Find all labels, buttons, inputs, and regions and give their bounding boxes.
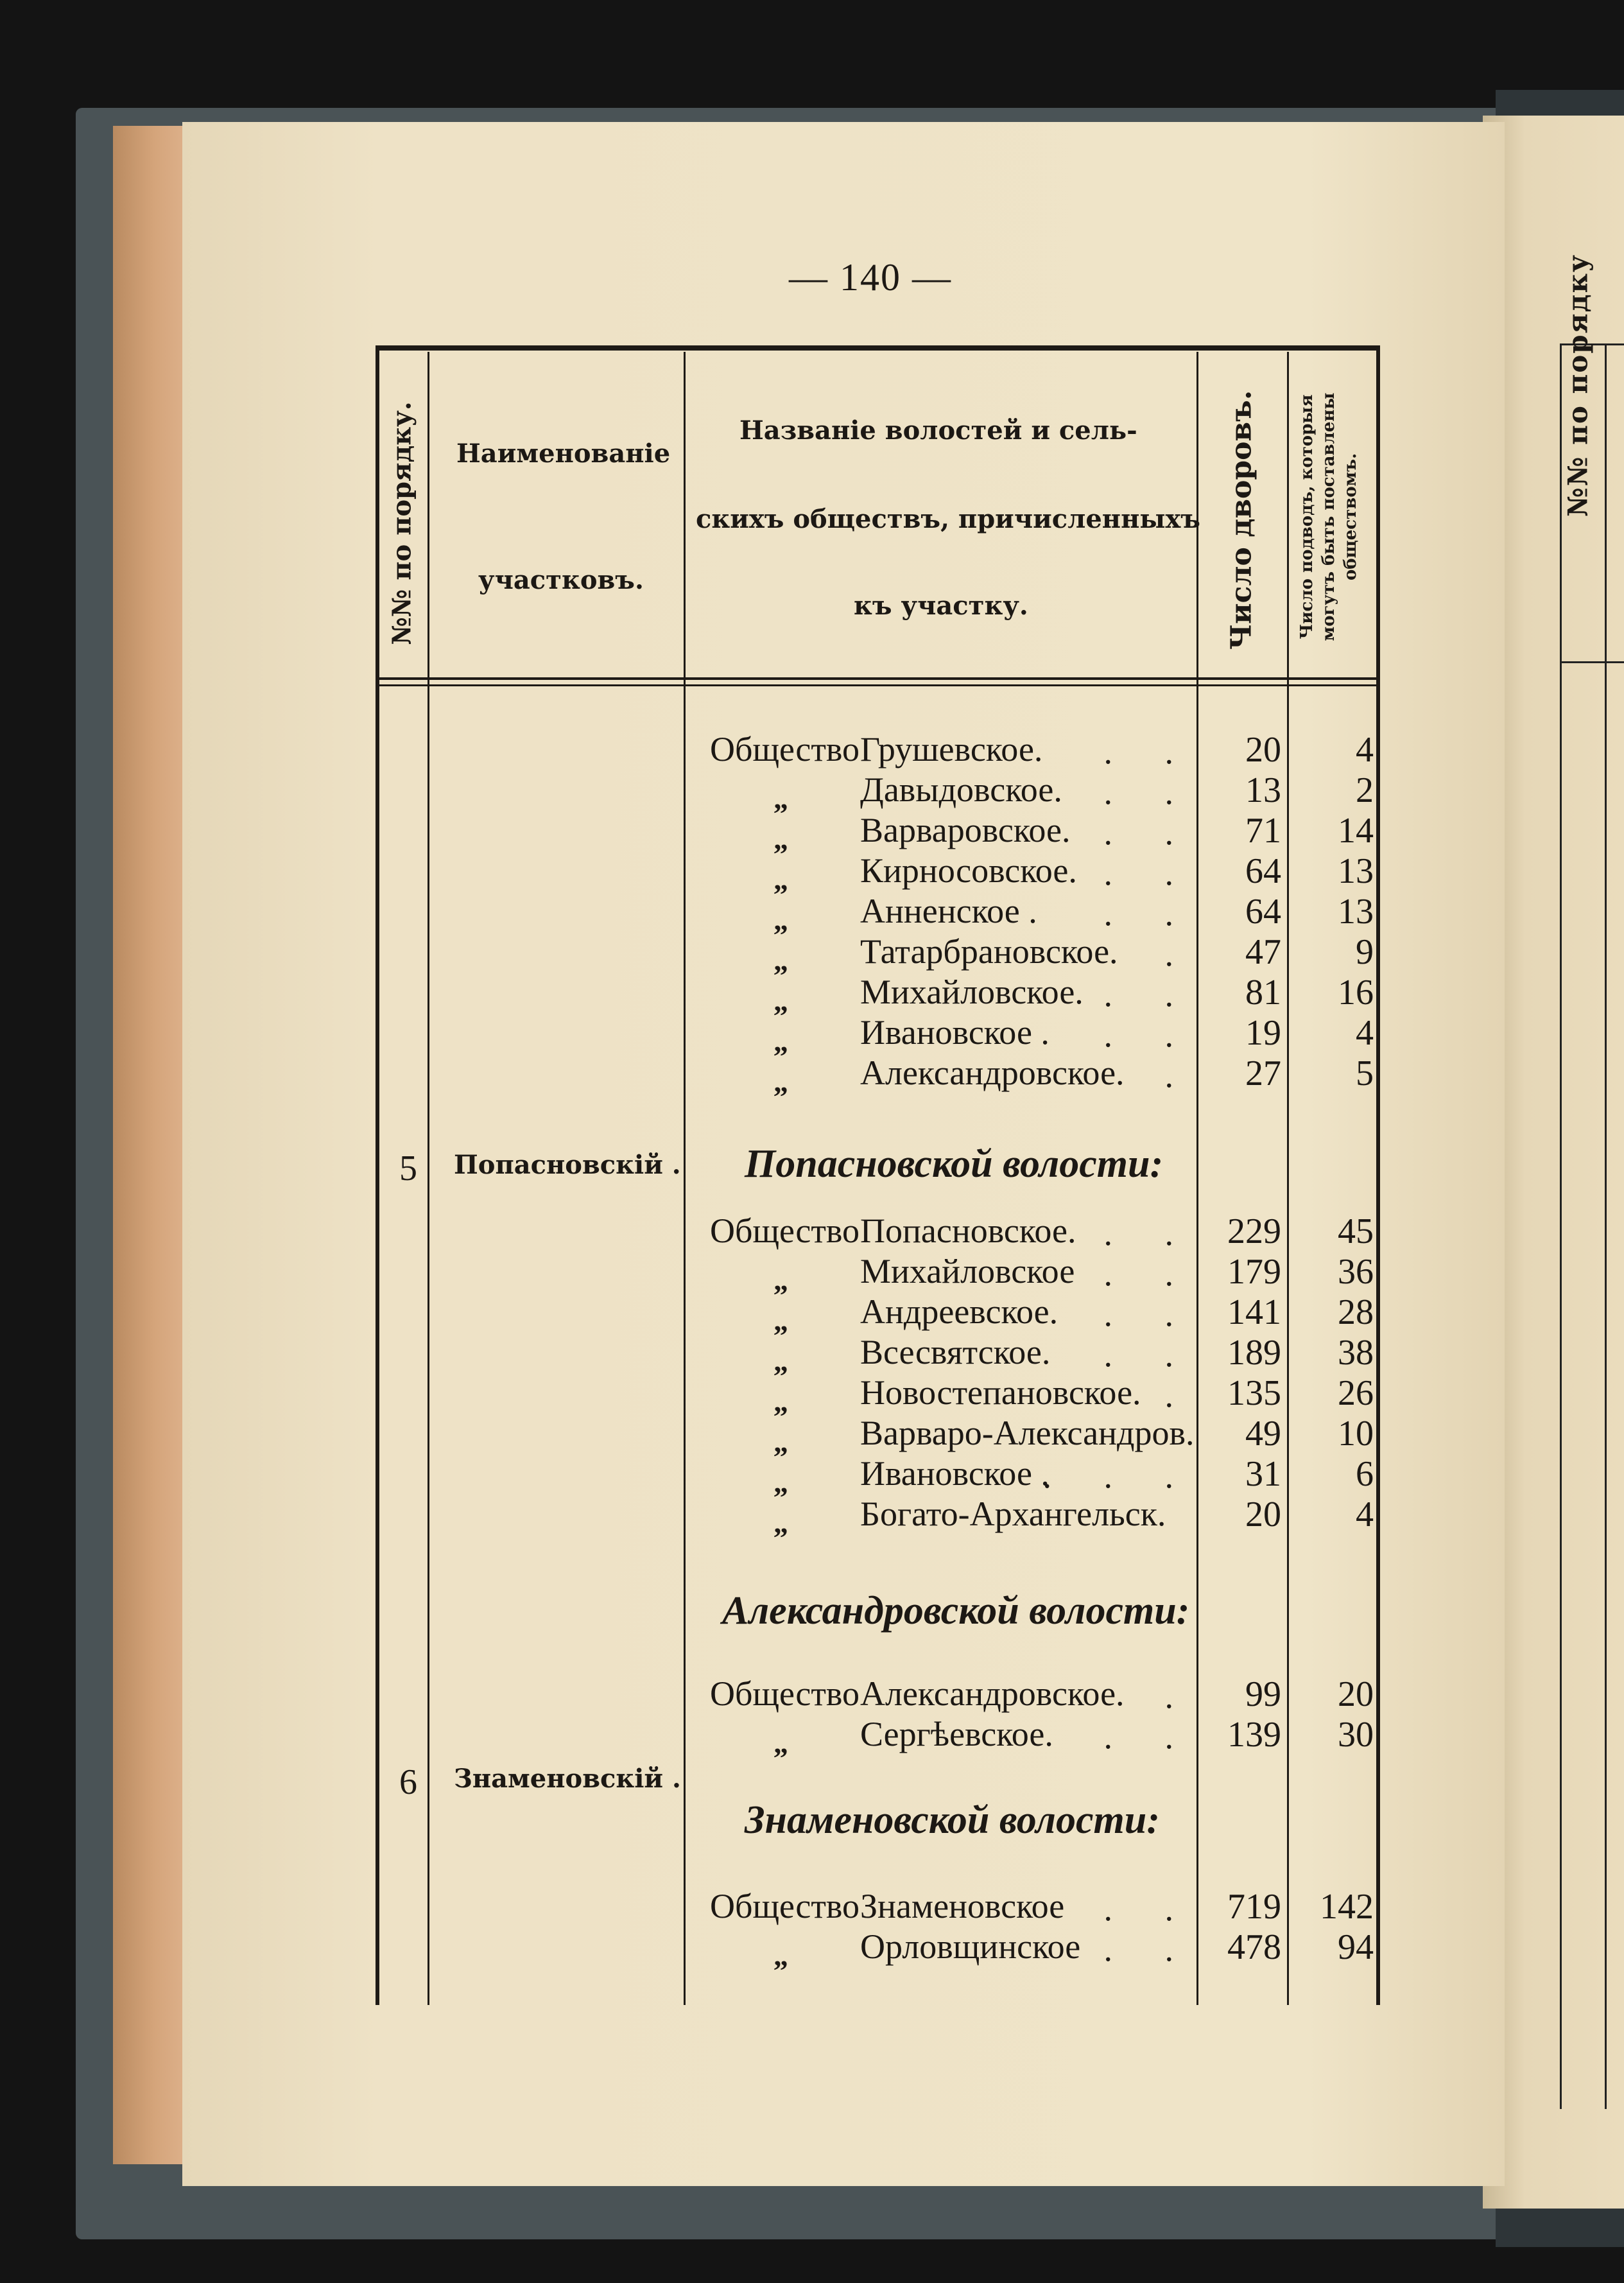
- row-leader-dots: . .: [1103, 1254, 1195, 1293]
- row-dvory: 20: [1245, 1495, 1281, 1534]
- row-podvody: 30: [1338, 1715, 1374, 1755]
- row-name: Знаменовское: [860, 1887, 1065, 1925]
- row-prefix: „: [773, 1726, 788, 1759]
- volost-heading: Попасновской волости:: [745, 1142, 1164, 1186]
- row-prefix: „: [773, 1425, 788, 1458]
- header-rule: [376, 677, 1380, 680]
- row-name: Михайловское: [860, 1252, 1075, 1290]
- section-name: Знаменовскій .: [454, 1764, 681, 1794]
- row-leader-dots: . .: [1103, 894, 1195, 933]
- header-volost-line1: Названіе волостей и сель-: [739, 415, 1137, 446]
- header-podvody-line3: обществомъ.: [1341, 453, 1360, 581]
- section-number: 6: [399, 1762, 417, 1802]
- row-podvody: 20: [1338, 1674, 1374, 1714]
- row-leader-dots: . .: [1103, 733, 1195, 771]
- row-leader-dots: . .: [1103, 1295, 1195, 1333]
- row-prefix: „: [773, 1263, 788, 1296]
- column-rule: [684, 352, 686, 2005]
- row-dvory: 141: [1227, 1292, 1281, 1332]
- row-podvody: 36: [1338, 1252, 1374, 1292]
- section-number: 5: [399, 1149, 417, 1188]
- row-podvody: 13: [1338, 851, 1374, 891]
- row-leader-dots: . .: [1103, 975, 1195, 1014]
- row-name: Ивановское .: [860, 1454, 1050, 1493]
- row-leader-dots: .: [1164, 1677, 1195, 1715]
- row-leader-dots: . .: [1103, 1016, 1195, 1054]
- row-name: Орловщинское: [860, 1927, 1081, 1966]
- row-dvory: 179: [1227, 1252, 1281, 1292]
- header-col-no: №№ по порядку.: [386, 401, 417, 645]
- row-podvody: 38: [1338, 1333, 1374, 1373]
- row-dvory: 31: [1245, 1454, 1281, 1494]
- row-prefix: Общество: [710, 1211, 860, 1250]
- row-name: Варваро-Александров.: [860, 1414, 1195, 1452]
- row-dvory: 139: [1227, 1715, 1281, 1755]
- header-volost-line3: къ участку.: [854, 591, 1028, 621]
- header-dvory: Число дворовъ.: [1225, 390, 1258, 650]
- row-leader-dots: .: [1164, 1056, 1195, 1095]
- row-podvody: 5: [1356, 1054, 1374, 1093]
- section-name: Попасновскій .: [454, 1150, 681, 1180]
- row-dvory: 49: [1245, 1414, 1281, 1454]
- row-prefix: „: [773, 944, 788, 977]
- row-name: Варваровское.: [860, 811, 1071, 849]
- page-number: — 140 —: [789, 256, 952, 299]
- row-dvory: 189: [1227, 1333, 1281, 1373]
- row-name: Александровское.: [860, 1674, 1125, 1713]
- row-name: Андреевское.: [860, 1292, 1058, 1331]
- column-rule: [428, 352, 429, 2005]
- row-dvory: 99: [1245, 1674, 1281, 1714]
- row-name: Михайловское.: [860, 973, 1084, 1011]
- row-prefix: „: [773, 1344, 788, 1377]
- row-prefix: „: [773, 1506, 788, 1539]
- row-podvody: 16: [1338, 973, 1374, 1012]
- row-dvory: 27: [1245, 1054, 1281, 1093]
- row-leader-dots: . .: [1103, 854, 1195, 892]
- row-podvody: 142: [1320, 1887, 1374, 1927]
- facing-rule: [1560, 661, 1624, 663]
- row-leader-dots: .: [1164, 935, 1195, 973]
- row-name: Ивановское .: [860, 1013, 1050, 1052]
- row-podvody: 4: [1356, 1013, 1374, 1053]
- row-podvody: 14: [1338, 811, 1374, 851]
- row-podvody: 4: [1356, 730, 1374, 770]
- table-left-rule: [376, 345, 379, 2005]
- volost-heading: Александровской волости:: [722, 1589, 1190, 1633]
- row-leader-dots: . .: [1103, 1889, 1195, 1928]
- row-dvory: 47: [1245, 932, 1281, 972]
- row-leader-dots: . .: [1103, 773, 1195, 812]
- row-prefix: „: [773, 782, 788, 815]
- row-podvody: 45: [1338, 1211, 1374, 1251]
- table-right-rule: [1376, 345, 1380, 2005]
- row-dvory: 64: [1245, 851, 1281, 891]
- header-podvody-line2: могутъ быть поставлены: [1319, 392, 1338, 641]
- row-leader-dots: . .: [1103, 1717, 1195, 1756]
- row-dvory: 64: [1245, 892, 1281, 932]
- header-volost-line2: скихъ обществъ, причисленныхъ: [696, 504, 1200, 534]
- row-prefix: „: [773, 1025, 788, 1057]
- header-podvody-line1: Число подводъ, которыя: [1297, 394, 1317, 639]
- row-dvory: 81: [1245, 973, 1281, 1012]
- row-prefix: „: [773, 903, 788, 936]
- row-podvody: 28: [1338, 1292, 1374, 1332]
- row-prefix: „: [773, 1385, 788, 1418]
- row-podvody: 2: [1356, 770, 1374, 810]
- row-leader-dots: .: [1164, 1376, 1195, 1414]
- row-prefix: „: [773, 1939, 788, 1972]
- row-podvody: 94: [1338, 1927, 1374, 1967]
- row-podvody: 13: [1338, 892, 1374, 932]
- row-dvory: 71: [1245, 811, 1281, 851]
- row-dvory: 135: [1227, 1373, 1281, 1413]
- row-dvory: 229: [1227, 1211, 1281, 1251]
- row-prefix: Общество: [710, 730, 860, 768]
- row-name: Всесвятское.: [860, 1333, 1051, 1371]
- row-podvody: 6: [1356, 1454, 1374, 1494]
- row-prefix: „: [773, 1304, 788, 1337]
- row-prefix: Общество: [710, 1887, 860, 1925]
- row-leader-dots: . . .: [1042, 1457, 1195, 1495]
- column-rule: [1196, 352, 1198, 2005]
- row-prefix: Общество: [710, 1674, 860, 1713]
- row-dvory: 20: [1245, 730, 1281, 770]
- row-prefix: „: [773, 984, 788, 1017]
- row-dvory: 478: [1227, 1927, 1281, 1967]
- column-rule: [1287, 352, 1289, 2005]
- row-name: Татарбрановское.: [860, 932, 1118, 971]
- row-name: Богато-Архангельск.: [860, 1495, 1166, 1533]
- facing-rule: [1605, 343, 1607, 2109]
- row-name: Давыдовское.: [860, 770, 1062, 809]
- row-prefix: „: [773, 1466, 788, 1498]
- header-uchastok-line1: Наименованіе: [456, 438, 671, 469]
- row-name: Грушевское.: [860, 730, 1043, 768]
- row-dvory: 19: [1245, 1013, 1281, 1053]
- row-name: Александровское.: [860, 1054, 1125, 1092]
- row-dvory: 719: [1227, 1887, 1281, 1927]
- table-top-rule: [376, 345, 1380, 351]
- row-name: Анненское .: [860, 892, 1037, 930]
- header-rule: [376, 684, 1380, 686]
- header-uchastok-line2: участковъ.: [478, 565, 644, 595]
- row-name: Кирносовское.: [860, 851, 1077, 890]
- row-prefix: „: [773, 1065, 788, 1098]
- row-leader-dots: . .: [1103, 1335, 1195, 1374]
- row-prefix: „: [773, 863, 788, 896]
- row-name: Попасновское.: [860, 1211, 1076, 1250]
- row-podvody: 9: [1356, 932, 1374, 972]
- row-name: Сергѣевское.: [860, 1715, 1053, 1753]
- row-podvody: 26: [1338, 1373, 1374, 1413]
- row-podvody: 4: [1356, 1495, 1374, 1534]
- row-leader-dots: . .: [1103, 1930, 1195, 1968]
- row-prefix: „: [773, 822, 788, 855]
- row-name: Новостепановское.: [860, 1373, 1141, 1412]
- row-leader-dots: . .: [1103, 1214, 1195, 1253]
- row-leader-dots: . .: [1103, 813, 1195, 852]
- facing-page-header: №№ по порядку: [1562, 254, 1594, 517]
- volost-heading: Знаменовской волости:: [745, 1798, 1160, 1842]
- row-podvody: 10: [1338, 1414, 1374, 1454]
- facing-rule: [1560, 343, 1562, 2109]
- row-dvory: 13: [1245, 770, 1281, 810]
